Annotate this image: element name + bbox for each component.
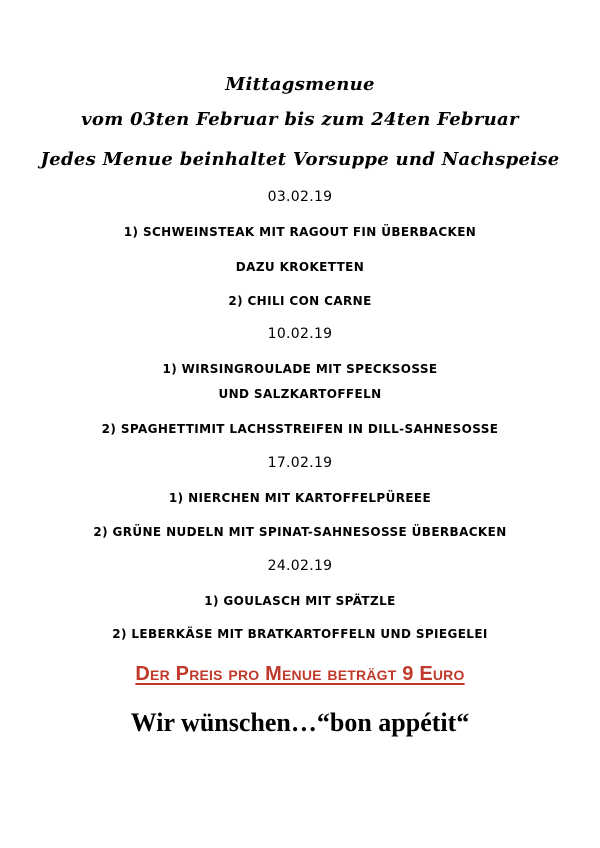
dish-line: 2) LEBERKÄSE MIT BRATKARTOFFELN UND SPIEGELEI <box>112 626 488 641</box>
price-note <box>0 663 600 686</box>
dish-line: UND SALZKARTOFFELN <box>218 386 382 401</box>
menu-includes-note: Jedes Menue beinhaltet Vorsuppe und Nachspeise <box>40 149 560 170</box>
dish-line: 2) GRÜNE NUDELN MIT SPINAT-SAHNESOSSE ÜBERBACKEN <box>93 524 507 539</box>
dish-line: DAZU KROKETTEN <box>235 259 365 274</box>
week-date: 10.02.19 <box>267 326 333 342</box>
price-text: Der Preis pro Menue beträgt 9 Euro <box>135 663 465 685</box>
dish-line: 1) GOULASCH MIT SPÄTZLE <box>204 593 396 608</box>
closing-greeting: Wir wünschen…“bon appétit“ <box>130 708 470 737</box>
week-date: 17.02.19 <box>267 455 333 471</box>
dish-line: 1) NIERCHEN MIT KARTOFFELPÜREEE <box>168 490 432 505</box>
dish-line: 2) SPAGHETTIMIT LACHSSTREIFEN IN DILL-SAHNESOSSE <box>101 421 499 436</box>
menu-period: vom 03ten Februar bis zum 24ten Februar <box>81 109 519 130</box>
dish-line: 2) CHILI CON CARNE <box>228 293 372 308</box>
dish-line: 1) WIRSINGROULADE MIT SPECKSOSSE <box>162 361 438 376</box>
week-date: 03.02.19 <box>267 189 333 205</box>
menu-title: Mittagsmenue <box>225 74 375 95</box>
dish-line: 1) SCHWEINSTEAK MIT RAGOUT FIN ÜBERBACKEN <box>123 224 477 239</box>
week-date: 24.02.19 <box>267 558 333 574</box>
